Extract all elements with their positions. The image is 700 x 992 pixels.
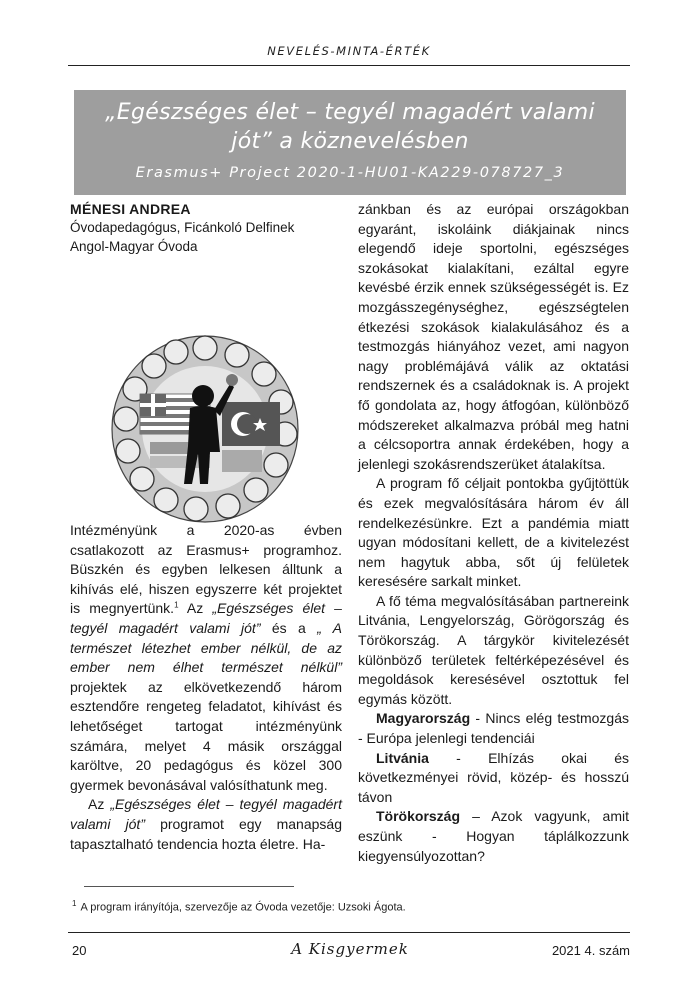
author-name: MÉNESI ANDREA <box>70 201 191 217</box>
issue-label: 2021 4. szám <box>551 943 630 958</box>
intro-text-3: és a <box>260 619 318 636</box>
left-column-body <box>70 521 342 854</box>
topic-lithuania <box>358 749 629 808</box>
paragraph-goals: A program fő céljait pontokba gyűjtöttük és ezek megvalósítására három év áll rendelkezésünkre. Ezt a pandémia miatt ugyan módosítani kellett, de a kivitelezést nem hagytuk abba, sőt új felületek keresésére sarkalt minket. <box>358 475 629 590</box>
intro-text: Intézményünk a 2020-as évben csatlakozott az Erasmus+ programhoz. Büszkén és egyben lelkesen álltunk a kihívás elé, hiszen egyszerre két projektet is megnyertünk. <box>70 522 342 617</box>
article-subtitle: Erasmus+ Project 2020-1-HU01-KA229-078727_3 <box>135 165 565 181</box>
footnote-text: A program irányítója, szervezője az Óvoda vezetője: Uzsoki Ágota. <box>80 901 406 914</box>
paragraph-partners: A fő téma megvalósításában partnereink Litvánia, Lengyelország, Görögország és Törökország. A tárgykör kivitelezését különböző területek feltérképezésével és megoldások keresésével osztottuk fel egymás között. <box>358 592 629 707</box>
project-name-2: „ A természet létezhet ember nélkül, de az ember nem élhet természet nélkül” <box>70 619 342 676</box>
running-title: NEVELÉS-MINTA-ÉRTÉK <box>267 44 431 58</box>
country-label-hungary: Magyarország <box>376 710 471 727</box>
topic-text-turkey: – Azok vagyunk, amit eszünk - Hogyan táplálkozzunk kiegyensúlyozottan? <box>358 808 629 864</box>
program-text: Az <box>88 796 111 813</box>
topic-turkey <box>358 807 629 866</box>
topic-hungary <box>358 709 629 748</box>
topic-text-hungary: - Nincs elég testmozgás - Európa jelenlegi tendenciái <box>358 710 629 747</box>
paragraph-continuation: zánkban és az európai országokban egyaránt, iskoláink diákjainak nincs elegendő ideje sportolni, egészséges szokásokat kialakítani, ezáltal egyre kevésbé érzik ennek szükségességét is. Ez mozgásszegénységhez, egészségtelen étkezési szokások kialakulásához és a testmozgás hiányához vezet, ami nagyon nagy problémájává válik az oktatási rendszernek és a családoknak is. A projekt fő gondolata az, hogy átfogóan, különböző módszereket alkalmazva próbál meg hatni a célcsoportra annak érdekében, hogy a jelenlegi szokásrendszerüket átalakítsa. <box>358 201 629 472</box>
header-rule <box>68 65 630 66</box>
country-label-lithuania: Litvánia <box>376 749 429 766</box>
footnote <box>72 897 406 915</box>
program-text-2: programot egy manapság tapasztalható tendencia hozta életre. Ha- <box>70 815 342 852</box>
footer-rule <box>68 932 630 933</box>
project-logo-illustration <box>110 334 300 524</box>
project-name-3: „Egészséges élet – tegyél magadért valami jót” <box>70 796 342 832</box>
right-column-body <box>358 200 629 866</box>
author-affiliation-2: Angol-Magyar Óvoda <box>70 239 198 254</box>
footnote-number: 1 <box>72 899 77 908</box>
paragraph-program <box>70 795 342 854</box>
paragraph-intro <box>70 521 342 795</box>
author-affiliation-1: Óvodapedagógus, Ficánkoló Delfinek <box>70 220 295 235</box>
footnote-marker[interactable]: 1 <box>174 600 179 610</box>
country-label-turkey: Törökország <box>376 808 461 825</box>
journal-name: A Kisgyermek <box>291 940 409 958</box>
article-title: „Egészséges élet – tegyél magadért valami jót” a köznevelésben <box>105 100 595 154</box>
page-number: 20 <box>72 943 87 958</box>
title-band <box>74 90 626 195</box>
topic-text-lithuania: - Elhízás okai és következményei rövid, közép- és hosszú távon <box>358 749 629 805</box>
intro-text-4: projektek az elkövetkezendő három esztendőre rengeteg feladatot, kihívást és lehetőséget tartogat intézményünk számára, melyet 4 másik országgal karöltve, 20 pedagógus és közel 300 gyermek bevonásával valósíthatunk meg. <box>70 678 342 793</box>
footnote-rule <box>84 886 294 887</box>
turkish-flag-icon <box>222 402 280 446</box>
project-name-1: „Egészséges élet – tegyél magadért valami jót” <box>70 600 342 636</box>
intro-text-2: Az <box>178 600 213 617</box>
